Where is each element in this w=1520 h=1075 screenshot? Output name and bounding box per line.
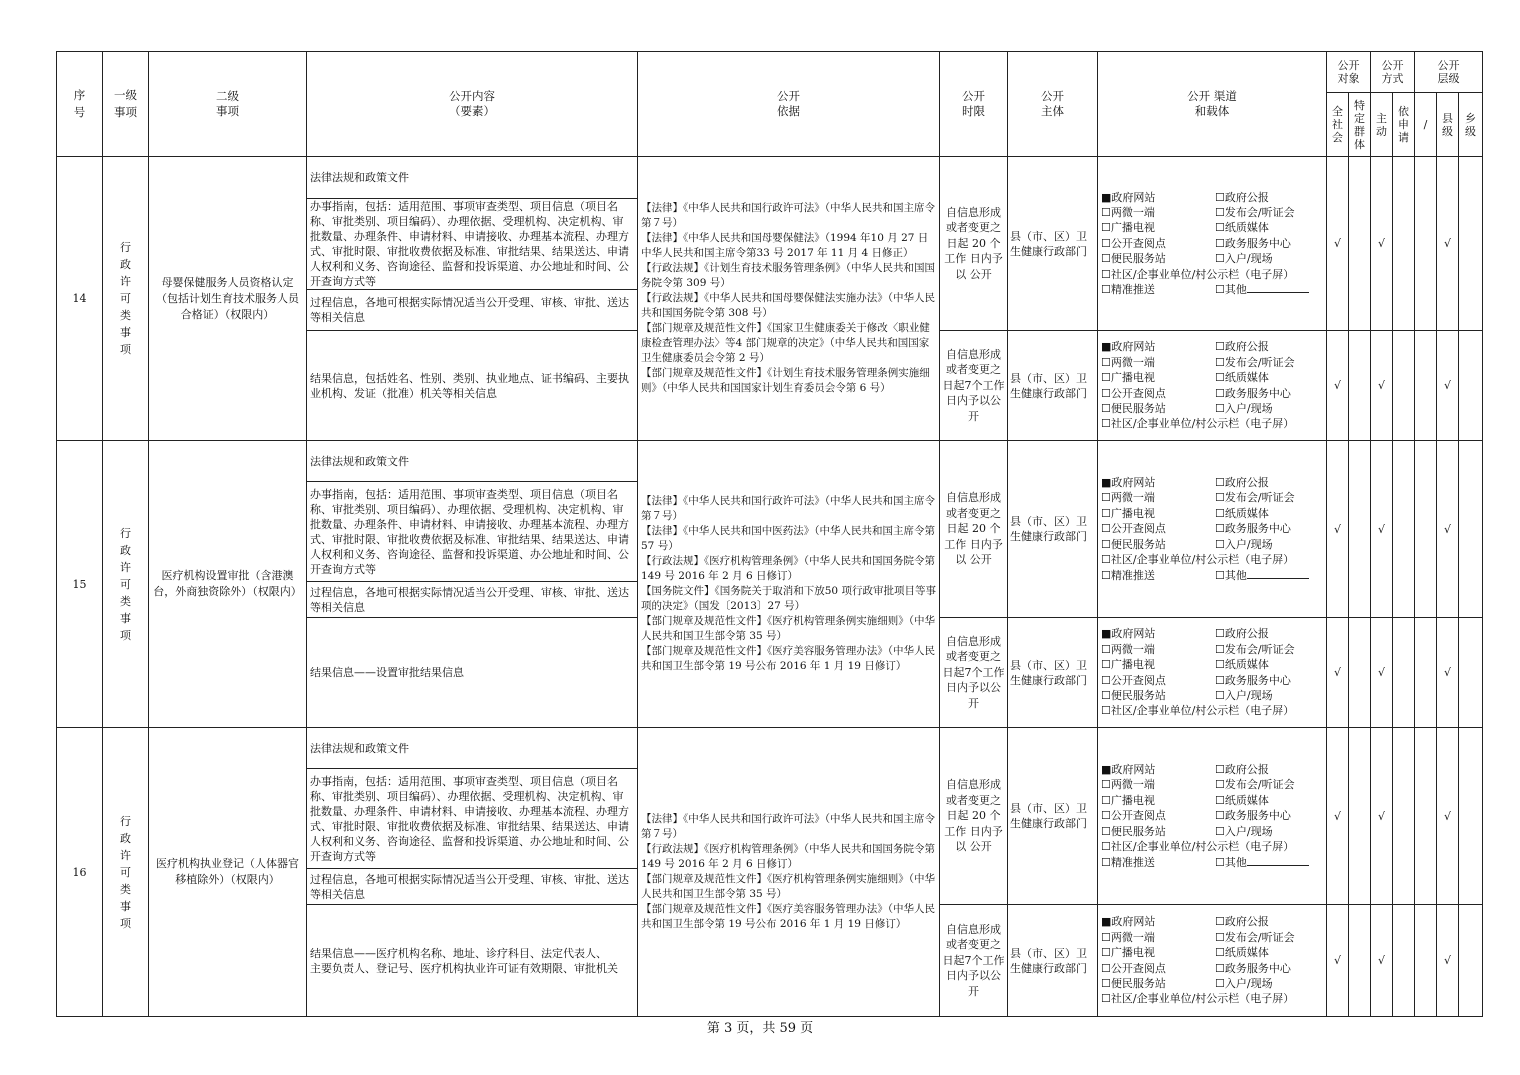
channel-option: ☐便民服务站	[1101, 976, 1166, 990]
row-level2: 医疗机构执业登记（人体器官移植除外）（权限内）	[149, 728, 307, 1017]
check-cell	[1415, 728, 1437, 905]
check-cell	[1327, 905, 1349, 1017]
channel-option: ☐政府公报	[1215, 915, 1269, 929]
header-method: 公开方式	[1371, 52, 1415, 93]
check-cell	[1371, 331, 1393, 441]
basis-item: 【国务院文件】《国务院关于取消和下放50 项行政审批项目等事项的决定》（国发〔2013〕27 号）	[641, 585, 936, 612]
channel-option: ☐便民服务站	[1101, 688, 1166, 702]
channel-option: ☐精准推送	[1101, 568, 1155, 582]
row-body-result: 县（市、区）卫 生健康行政部门	[1008, 905, 1098, 1017]
check-mark: √	[1333, 379, 1341, 392]
check-cell	[1459, 905, 1483, 1017]
channel-option: ☐公开查阅点	[1101, 386, 1166, 400]
channel-option: ☐社区/企事业单位/村公示栏（电子屏）	[1101, 840, 1295, 854]
basis-item: 【法律】《中华人民共和国中医药法》（中华人民共和国主席令第 57 号）	[641, 525, 935, 552]
channel-option: ☐广播电视	[1101, 221, 1155, 235]
channel-option: ☐纸质媒体	[1215, 221, 1269, 235]
channel-option: ☐广播电视	[1101, 946, 1155, 960]
channel-option: ☐两微一端	[1101, 930, 1155, 944]
check-cell	[1459, 441, 1483, 618]
table-row	[57, 157, 1483, 199]
row-level1: 行政许可类事项	[103, 441, 149, 728]
channel-option: ■政府网站	[1101, 915, 1156, 929]
channel-option: ☐政务服务中心	[1215, 673, 1291, 687]
content-guide: 办事指南，包括：适用范围、事项审查类型、项目信息（项目名称、审批类别、项目编码）、办理依据、受理机构、决定机构、审批数量、办理条件、申请材料、申请接收、办理基本流程、办理方式、审批时限、审批收费依据及标准、审批结果、结果送达、申请人权利和义务、咨询途径、监督和投诉渠道、办公地址和时间、公开查询方式等	[307, 769, 638, 869]
channel-option: ☐广播电视	[1101, 371, 1155, 385]
row-time: 自信息形成或者变更之日起 20 个工作 日内予以 公开	[940, 441, 1008, 618]
check-cell	[1349, 441, 1371, 618]
check-mark: √	[1443, 522, 1451, 536]
channel-option: ☐其他	[1215, 568, 1323, 583]
row-seq: 16	[57, 728, 103, 1017]
channel-option: ☐广播电视	[1101, 506, 1155, 520]
row-channels-result	[1098, 331, 1327, 441]
check-cell	[1459, 157, 1483, 331]
channel-option: ☐两微一端	[1101, 491, 1155, 505]
header-target-all: 全社会	[1327, 93, 1349, 157]
channel-option: ☐两微一端	[1101, 355, 1155, 369]
check-mark: √	[1443, 809, 1451, 823]
row-basis	[638, 157, 940, 441]
check-cell	[1327, 331, 1349, 441]
row-body: 县（市、区）卫 生健康行政部门	[1008, 728, 1098, 905]
channel-option: ☐公开查阅点	[1101, 961, 1166, 975]
channel-option: ☐发布会/听证会	[1215, 205, 1295, 219]
basis-item: 【行政法规】《中华人民共和国母婴保健法实施办法》（中华人民共和国国务院令第 308 号）	[641, 292, 935, 319]
channel-option: ☐社区/企事业单位/村公示栏（电子屏）	[1101, 992, 1295, 1006]
channel-option: ☐便民服务站	[1101, 824, 1166, 838]
channel-option: ☐入户/现场	[1215, 537, 1273, 551]
channel-option: ☐纸质媒体	[1215, 793, 1269, 807]
channel-option: ☐广播电视	[1101, 793, 1155, 807]
check-cell	[1327, 618, 1349, 728]
check-cell	[1393, 157, 1415, 331]
check-cell	[1415, 905, 1437, 1017]
channel-option: ■政府网站	[1101, 627, 1156, 641]
basis-item: 【行政法规】《医疗机构管理条例》（中华人民共和国国务院令第 149 号 2016 年 2 月 6 日修订）	[641, 843, 935, 870]
channel-list	[1101, 339, 1323, 431]
check-mark: √	[1377, 237, 1385, 250]
row-channels-result	[1098, 618, 1327, 728]
check-cell	[1349, 157, 1371, 331]
row-time-result: 自信息形成或者变更之日起7个工作日内予以公开	[940, 331, 1008, 441]
check-mark: √	[1443, 666, 1451, 679]
basis-item: 【法律】《中华人民共和国行政许可法》（中华人民共和国主席令第７号）	[641, 495, 935, 522]
row-time: 自信息形成或者变更之日起 20 个工作 日内予以 公开	[940, 157, 1008, 331]
row-channels	[1098, 728, 1327, 905]
row-time-result: 自信息形成或者变更之日起7个工作日内予以公开	[940, 905, 1008, 1017]
check-cell	[1459, 728, 1483, 905]
basis-item: 【部门规章及规范性文件】《医疗机构管理条例实施细则》（中华人民共和国卫生部令第 35 号）	[641, 615, 935, 642]
check-mark: √	[1377, 809, 1385, 823]
check-cell	[1393, 331, 1415, 441]
check-cell	[1349, 618, 1371, 728]
check-cell	[1437, 157, 1459, 331]
content-process: 过程信息，各地可根据实际情况适当公开受理、审核、审批、送达等相关信息	[307, 582, 638, 618]
check-cell	[1349, 728, 1371, 905]
row-body-result: 县（市、区）卫 生健康行政部门	[1008, 331, 1098, 441]
channel-list	[1101, 762, 1323, 870]
basis-item: 【法律】《中华人民共和国母婴保健法》（1994 年10 月 27 日中华人民共和国主席令第33 号 2017 年 11 月 4 日修正）	[641, 232, 929, 259]
channel-option: ☐纸质媒体	[1215, 371, 1269, 385]
channel-option: ☐社区/企事业单位/村公示栏（电子屏）	[1101, 417, 1295, 431]
channel-option: ☐发布会/听证会	[1215, 491, 1295, 505]
check-cell	[1327, 728, 1349, 905]
header-content: 公开内容 （要素）	[307, 52, 638, 157]
row-seq: 15	[57, 441, 103, 728]
check-cell	[1393, 441, 1415, 618]
disclosure-table	[56, 51, 1483, 1017]
channel-option: ☐政务服务中心	[1215, 386, 1291, 400]
check-mark: √	[1377, 379, 1385, 392]
check-mark: √	[1443, 379, 1451, 392]
channel-option: ☐政府公报	[1215, 190, 1269, 204]
check-cell	[1371, 441, 1393, 618]
channel-option: ☐政府公报	[1215, 476, 1269, 490]
channel-option: ☐公开查阅点	[1101, 673, 1166, 687]
check-cell	[1349, 331, 1371, 441]
channel-option: ☐社区/企事业单位/村公示栏（电子屏）	[1101, 553, 1295, 567]
channel-option: ☐两微一端	[1101, 205, 1155, 219]
check-cell	[1415, 618, 1437, 728]
header-level-county: 县级	[1437, 93, 1459, 157]
channel-option: ☐其他	[1215, 282, 1323, 297]
content-result: 结果信息——医疗机构名称、地址、诊疗科目、法定代表人、 主要负责人、登记号、医疗机构执业许可证有效期限、审批机关	[307, 905, 638, 1017]
check-mark: √	[1443, 237, 1451, 250]
basis-item: 【法律】《中华人民共和国行政许可法》（中华人民共和国主席令第７号）	[641, 202, 935, 229]
check-cell	[1393, 905, 1415, 1017]
check-cell	[1415, 331, 1437, 441]
channel-option: ☐两微一端	[1101, 778, 1155, 792]
header-body: 公开主体	[1008, 52, 1098, 157]
channel-option: ☐公开查阅点	[1101, 236, 1166, 250]
check-cell	[1437, 618, 1459, 728]
basis-item: 【行政法规】《医疗机构管理条例》（中华人民共和国国务院令第 149 号 2016 年 2 月 6 日修订）	[641, 555, 935, 582]
basis-item: 【部门规章及规范性文件】《医疗机构管理条例实施细则》（中华人民共和国卫生部令第 35 号）	[641, 873, 935, 900]
content-law: 法律法规和政策文件	[307, 441, 638, 482]
basis-item: 【部门规章及规范性文件】《国家卫生健康委关于修改〈职业健康检查管理办法〉等4 部门规章的决定》（中华人民共和国国家卫生健康委员会令第 2 号）	[641, 322, 930, 364]
header-seq: 序号	[57, 52, 103, 157]
header-slash: /	[1415, 93, 1437, 157]
channel-option: ☐其他	[1215, 855, 1323, 870]
row-body: 县（市、区）卫 生健康行政部门	[1008, 441, 1098, 618]
row-channels	[1098, 157, 1327, 331]
row-basis	[638, 441, 940, 728]
channel-option: ☐政务服务中心	[1215, 236, 1291, 250]
check-mark: √	[1333, 666, 1341, 679]
row-level1: 行政许可类事项	[103, 728, 149, 1017]
channel-option: ☐广播电视	[1101, 658, 1155, 672]
header-basis: 公开依据	[638, 52, 940, 157]
channel-option: ☐政府公报	[1215, 340, 1269, 354]
check-cell	[1437, 331, 1459, 441]
header-level: 公开层级	[1415, 52, 1483, 93]
fill-in-blank	[1247, 855, 1309, 866]
channel-option: ☐发布会/听证会	[1215, 930, 1295, 944]
check-cell	[1437, 728, 1459, 905]
check-cell	[1371, 618, 1393, 728]
row-level2: 医疗机构设置审批（含港澳台，外商独资除外）（权限内）	[149, 441, 307, 728]
basis-item: 【法律】《中华人民共和国行政许可法》（中华人民共和国主席令第７号）	[641, 813, 935, 840]
check-cell	[1371, 157, 1393, 331]
check-cell	[1371, 905, 1393, 1017]
channel-list	[1101, 475, 1323, 583]
basis-item: 【行政法规】《计划生育技术服务管理条例》（中华人民共和国国务院令第 309 号）	[641, 262, 935, 289]
channel-option: ☐社区/企事业单位/村公示栏（电子屏）	[1101, 704, 1295, 718]
channel-option: ☐精准推送	[1101, 855, 1155, 869]
table-row	[57, 728, 1483, 769]
channel-option: ☐政府公报	[1215, 763, 1269, 777]
channel-list	[1101, 914, 1323, 1006]
channel-list	[1101, 190, 1323, 298]
row-body-result: 县（市、区）卫 生健康行政部门	[1008, 618, 1098, 728]
check-mark: √	[1333, 809, 1341, 823]
channel-option: ☐社区/企事业单位/村公示栏（电子屏）	[1101, 267, 1295, 281]
channel-option: ☐入户/现场	[1215, 976, 1273, 990]
channel-option: ☐入户/现场	[1215, 688, 1273, 702]
channel-option: ☐发布会/听证会	[1215, 778, 1295, 792]
check-mark: √	[1377, 954, 1385, 967]
basis-item: 【部门规章及规范性文件】《医疗美容服务管理办法》（中华人民共和国卫生部令第 19 号公布 2016 年 1 月 19 日修订）	[641, 645, 935, 672]
check-cell	[1371, 728, 1393, 905]
content-law: 法律法规和政策文件	[307, 728, 638, 769]
content-process: 过程信息，各地可根据实际情况适当公开受理、审核、审批、送达等相关信息	[307, 290, 638, 331]
header-channels: 公开 渠道和载体	[1098, 52, 1327, 157]
content-law: 法律法规和政策文件	[307, 157, 638, 199]
check-cell	[1393, 618, 1415, 728]
header-target: 公开对象	[1327, 52, 1371, 93]
channel-option: ☐精准推送	[1101, 283, 1155, 297]
row-channels-result	[1098, 905, 1327, 1017]
fill-in-blank	[1247, 568, 1309, 579]
table-row	[57, 441, 1483, 482]
channel-option: ☐发布会/听证会	[1215, 642, 1295, 656]
row-channels	[1098, 441, 1327, 618]
content-result: 结果信息，包括姓名、性别、类别、执业地点、证书编码、主要执业机构、发证（批准）机关等相关信息	[307, 331, 638, 441]
check-cell	[1437, 905, 1459, 1017]
row-seq: 14	[57, 157, 103, 441]
row-time: 自信息形成或者变更之日起 20 个工作 日内予以 公开	[940, 728, 1008, 905]
channel-option: ☐入户/现场	[1215, 824, 1273, 838]
channel-option: ☐政务服务中心	[1215, 809, 1291, 823]
header-method-active: 主动	[1371, 93, 1393, 157]
channel-option: ■政府网站	[1101, 190, 1156, 204]
check-mark: √	[1443, 954, 1451, 967]
row-level1: 行政许可类事项	[103, 157, 149, 441]
channel-option: ☐纸质媒体	[1215, 506, 1269, 520]
channel-option: ☐政务服务中心	[1215, 961, 1291, 975]
check-cell	[1459, 331, 1483, 441]
row-body: 县（市、区）卫 生健康行政部门	[1008, 157, 1098, 331]
check-mark: √	[1377, 522, 1385, 536]
check-cell	[1459, 618, 1483, 728]
header-target-specific: 特定群体	[1349, 93, 1371, 157]
channel-option: ☐便民服务站	[1101, 252, 1166, 266]
check-cell	[1415, 157, 1437, 331]
check-mark: √	[1333, 954, 1341, 967]
fill-in-blank	[1247, 282, 1309, 293]
channel-option: ☐便民服务站	[1101, 537, 1166, 551]
check-cell	[1393, 728, 1415, 905]
header-method-request: 依申请	[1393, 93, 1415, 157]
row-level2: 母婴保健服务人员资格认定（包括计划生育技术服务人员合格证）（权限内）	[149, 157, 307, 441]
content-process: 过程信息，各地可根据实际情况适当公开受理、审核、审批、送达等相关信息	[307, 869, 638, 905]
channel-option: ■政府网站	[1101, 763, 1156, 777]
channel-option: ☐政务服务中心	[1215, 522, 1291, 536]
channel-option: ☐发布会/听证会	[1215, 355, 1295, 369]
check-cell	[1349, 905, 1371, 1017]
row-basis	[638, 728, 940, 1017]
channel-option: ☐便民服务站	[1101, 401, 1166, 415]
header-time: 公开时限	[940, 52, 1008, 157]
check-cell	[1415, 441, 1437, 618]
check-cell	[1327, 157, 1349, 331]
page-footer: 第 3 页，共 59 页	[706, 1021, 814, 1036]
basis-item: 【部门规章及规范性文件】《医疗美容服务管理办法》（中华人民共和国卫生部令第 19 号公布 2016 年 1 月 19 日修订）	[641, 903, 935, 930]
channel-option: ☐公开查阅点	[1101, 809, 1166, 823]
channel-option: ☐公开查阅点	[1101, 522, 1166, 536]
check-mark: √	[1333, 522, 1341, 536]
check-mark: √	[1333, 237, 1341, 250]
row-time-result: 自信息形成或者变更之日起7个工作日内予以公开	[940, 618, 1008, 728]
channel-list	[1101, 626, 1323, 718]
header-level2: 二级事项	[149, 52, 307, 157]
channel-option: ☐纸质媒体	[1215, 658, 1269, 672]
header-level1: 一级事项	[103, 52, 149, 157]
channel-option: ☐两微一端	[1101, 642, 1155, 656]
channel-option: ☐纸质媒体	[1215, 946, 1269, 960]
content-guide: 办事指南，包括：适用范围、事项审查类型、项目信息（项目名称、审批类别、项目编码）、办理依据、受理机构、决定机构、审批数量、办理条件、申请材料、申请接收、办理基本流程、办理方式、审批时限、审批收费依据及标准、审批结果、结果送达、申请人权利和义务、咨询途径、监督和投诉渠道、办公地址和时间、公开查询方式等	[307, 482, 638, 582]
check-cell	[1437, 441, 1459, 618]
check-mark: √	[1377, 666, 1385, 679]
content-result: 结果信息——设置审批结果信息	[307, 618, 638, 728]
content-guide: 办事指南，包括：适用范围、事项审查类型、项目信息（项目名称、审批类别、项目编码）、办理依据、受理机构、决定机构、审批数量、办理条件、申请材料、申请接收、办理基本流程、办理方式、审批时限、审批收费依据及标准、审批结果、结果送达、申请人权利和义务、咨询途径、监督和投诉渠道、办公地址和时间、公开查询方式等	[307, 199, 638, 290]
channel-option: ☐政府公报	[1215, 627, 1269, 641]
basis-item: 【部门规章及规范性文件】《计划生育技术服务管理条例实施细则》（中华人民共和国国家计划生育委员会令第 6 号）	[641, 367, 930, 394]
channel-option: ■政府网站	[1101, 340, 1156, 354]
header-level-town: 乡级	[1459, 93, 1483, 157]
check-cell	[1327, 441, 1349, 618]
channel-option: ■政府网站	[1101, 476, 1156, 490]
channel-option: ☐入户/现场	[1215, 401, 1273, 415]
channel-option: ☐入户/现场	[1215, 252, 1273, 266]
